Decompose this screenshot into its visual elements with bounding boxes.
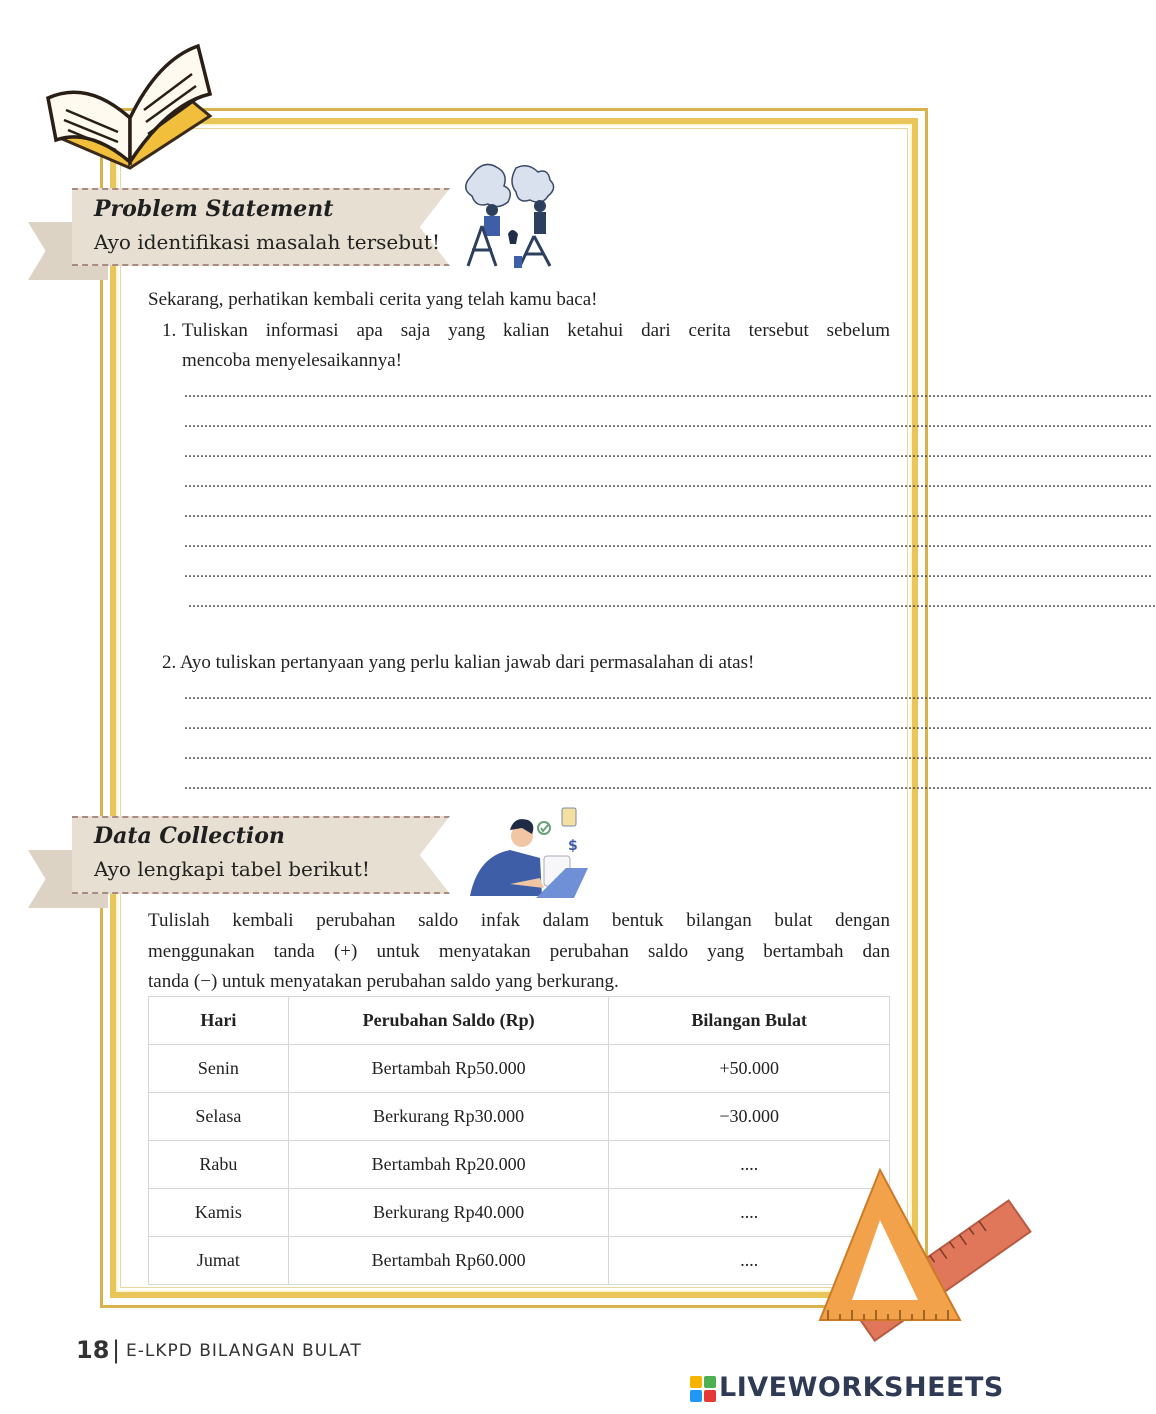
answer-line[interactable]: .................................................................................................................................................................................................................................................. (184, 504, 1152, 521)
footer-title: E-LKPD BILANGAN BULAT (126, 1341, 362, 1361)
question1-number: 1. (162, 320, 177, 341)
day-cell: Jumat (149, 1237, 289, 1285)
answer-line[interactable]: .................................................................................................................................................................................................................................................. (184, 384, 1152, 401)
instruction-line2: menggunakan tanda (+) untuk menyatakan perubahan saldo yang bertambah dan (148, 941, 890, 962)
problem-statement-subtitle: Ayo identifikasi masalah tersebut! (94, 230, 441, 254)
data-collection-subtitle: Ayo lengkapi tabel berikut! (94, 857, 370, 881)
ruler-triangle-icon (810, 1160, 1000, 1370)
integer-answer-input[interactable]: .... (609, 1141, 890, 1189)
table-header-cell: Bilangan Bulat (609, 997, 890, 1045)
balance-change-table (148, 996, 890, 1285)
table-row (149, 1093, 890, 1141)
answer-line[interactable]: .................................................................................................................................................................................................................................................. (184, 686, 1152, 703)
answer-line[interactable]: .................................................................................................................................................................................................................................................. (184, 534, 1152, 551)
day-cell: Rabu (149, 1141, 289, 1189)
answer-line[interactable]: .................................................................................................................................................................................................................................................. (184, 746, 1152, 763)
answer-line[interactable]: .................................................................................................................................................................................................................................................. (188, 594, 1156, 611)
answer-line[interactable]: .................................................................................................................................................................................................................................................. (184, 474, 1152, 491)
table-header-row (149, 997, 890, 1045)
change-cell: Bertambah Rp20.000 (288, 1141, 609, 1189)
instruction-line3: tanda (−) untuk menyatakan perubahan saldo yang berkurang. (148, 971, 619, 992)
data-collection-title: Data Collection (94, 823, 285, 849)
liveworksheets-logo-icon (690, 1376, 716, 1402)
integer-answer-input[interactable]: .... (609, 1237, 890, 1285)
day-cell: Senin (149, 1045, 289, 1093)
problem-statement-title: Problem Statement (94, 196, 334, 222)
table-header-cell: Hari (149, 997, 289, 1045)
change-cell: Berkurang Rp30.000 (288, 1093, 609, 1141)
svg-text:$: $ (568, 838, 578, 854)
instruction-line1: Tulislah kembali perubahan saldo infak dalam bentuk bilangan bulat dengan (148, 910, 890, 931)
integer-cell: −30.000 (609, 1093, 890, 1141)
footer-separator: | (112, 1336, 121, 1364)
answer-line[interactable]: .................................................................................................................................................................................................................................................. (184, 716, 1152, 733)
table-row (149, 1141, 890, 1189)
puzzle-team-illustration (458, 160, 568, 270)
table-row (149, 1189, 890, 1237)
answer-line[interactable]: .................................................................................................................................................................................................................................................. (184, 444, 1152, 461)
table-header-cell: Perubahan Saldo (Rp) (288, 997, 609, 1045)
table-row (149, 1045, 890, 1093)
answer-line[interactable]: .................................................................................................................................................................................................................................................. (184, 564, 1152, 581)
change-cell: Berkurang Rp40.000 (288, 1189, 609, 1237)
day-cell: Selasa (149, 1093, 289, 1141)
liveworksheets-brand[interactable]: LIVEWORKSHEETS (719, 1372, 1004, 1403)
table-row (149, 1237, 890, 1285)
integer-cell: +50.000 (609, 1045, 890, 1093)
open-book-icon (38, 40, 218, 190)
person-laptop-illustration (470, 806, 595, 901)
intro-text: Sekarang, perhatikan kembali cerita yang telah kamu baca! (148, 289, 598, 310)
question1-text-line2: mencoba menyelesaikannya! (182, 350, 402, 371)
answer-line[interactable]: .................................................................................................................................................................................................................................................. (184, 414, 1152, 431)
change-cell: Bertambah Rp50.000 (288, 1045, 609, 1093)
page-number: 18 (76, 1336, 110, 1364)
day-cell: Kamis (149, 1189, 289, 1237)
question2-text: 2. Ayo tuliskan pertanyaan yang perlu kalian jawab dari permasalahan di atas! (162, 652, 755, 673)
question1-text-line1: Tuliskan informasi apa saja yang kalian ketahui dari cerita tersebut sebelum (182, 320, 890, 341)
answer-line[interactable]: .................................................................................................................................................................................................................................................. (184, 776, 1152, 793)
integer-answer-input[interactable]: .... (609, 1189, 890, 1237)
change-cell: Bertambah Rp60.000 (288, 1237, 609, 1285)
